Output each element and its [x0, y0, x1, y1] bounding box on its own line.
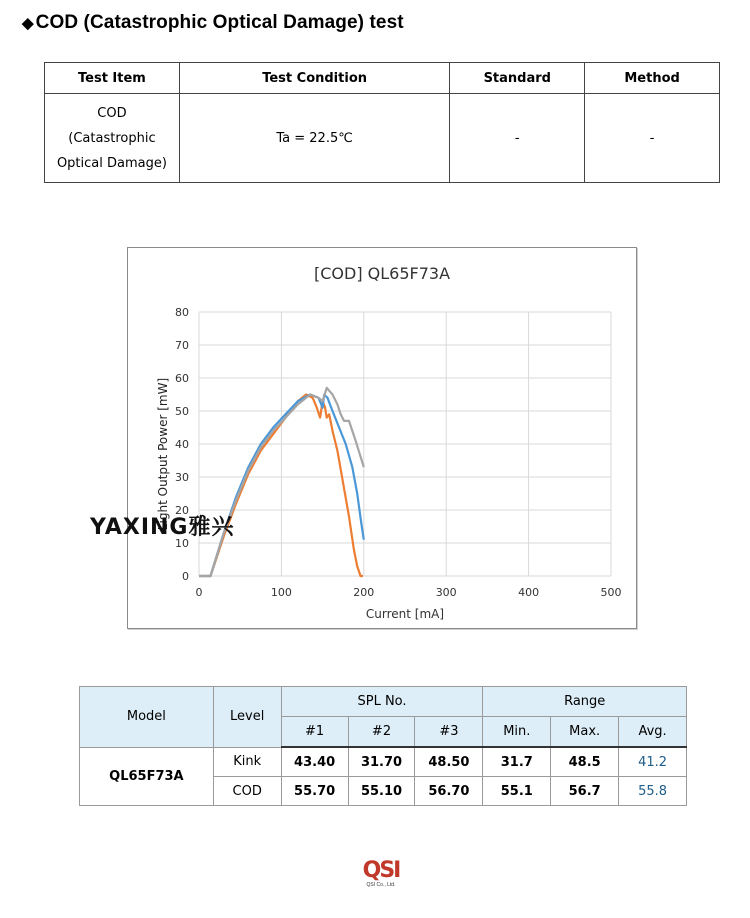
cell-avg: 41.2 — [619, 747, 687, 777]
company-logo — [361, 860, 401, 888]
cell-max: 56.7 — [551, 777, 619, 806]
test-table-row — [45, 94, 720, 183]
header-test-condition: Test Condition — [179, 63, 449, 94]
x-tick-label: 300 — [435, 586, 457, 599]
cell-level: COD — [213, 777, 281, 806]
cell-level: Kink — [213, 747, 281, 777]
test-table-header — [45, 63, 720, 94]
header-spl-1: #1 — [281, 717, 348, 748]
header-test-item: Test Item — [45, 63, 180, 94]
test-condition-table — [44, 62, 720, 183]
cod-chart — [127, 247, 637, 629]
logo-mark: QSI — [362, 858, 400, 883]
chart-svg — [128, 248, 636, 628]
header-max: Max. — [551, 717, 619, 748]
header-avg: Avg. — [619, 717, 687, 748]
x-tick-label: 500 — [600, 586, 622, 599]
header-spl-3: #3 — [415, 717, 483, 748]
test-item-line: (Catastrophic — [68, 130, 156, 146]
cell-max: 48.5 — [551, 747, 619, 777]
test-item-line: Optical Damage) — [56, 155, 167, 171]
cell-spl: 55.70 — [281, 777, 348, 806]
header-spl: SPL No. — [281, 687, 483, 717]
header-spl-2: #2 — [348, 717, 415, 748]
results-header-row — [80, 687, 687, 717]
cell-spl: 48.50 — [415, 747, 483, 777]
y-tick-label: 60 — [175, 372, 189, 385]
y-tick-label: 50 — [175, 405, 189, 418]
header-range: Range — [483, 687, 687, 717]
cell-spl: 56.70 — [415, 777, 483, 806]
chart-title: [COD] QL65F73A — [313, 264, 451, 283]
x-tick-label: 200 — [353, 586, 375, 599]
y-tick-label: 80 — [175, 306, 189, 319]
cell-spl: 31.70 — [348, 747, 415, 777]
heading-text: COD (Catastrophic Optical Damage) test — [35, 12, 404, 33]
cell-model: QL65F73A — [80, 747, 214, 806]
page-heading — [22, 12, 404, 34]
y-tick-label: 10 — [175, 537, 189, 550]
header-standard: Standard — [450, 63, 585, 94]
heading-bullet: ◆ — [22, 15, 34, 32]
y-tick-label: 30 — [175, 471, 189, 484]
x-tick-label: 100 — [270, 586, 292, 599]
cell-method: - — [585, 94, 720, 183]
y-tick-label: 0 — [182, 570, 189, 583]
y-tick-label: 40 — [175, 438, 189, 451]
test-item-line: COD — [97, 105, 127, 121]
cell-min: 55.1 — [483, 777, 551, 806]
cell-spl: 55.10 — [348, 777, 415, 806]
table-row — [80, 747, 687, 777]
x-axis-label: Current [mA] — [365, 607, 445, 621]
y-axis-label: Light Output Power [mW] — [156, 377, 170, 531]
results-table — [79, 686, 687, 806]
header-level: Level — [213, 687, 281, 748]
cell-test-item — [45, 94, 180, 183]
watermark-text: YAXING雅兴 — [90, 515, 235, 540]
logo-company: QSI Co., Ltd. — [366, 882, 396, 888]
cell-test-condition: Ta = 22.5℃ — [179, 94, 449, 183]
x-tick-label: 0 — [195, 586, 203, 599]
cell-standard: - — [450, 94, 585, 183]
header-model: Model — [80, 687, 214, 748]
cell-avg: 55.8 — [619, 777, 687, 806]
cell-min: 31.7 — [483, 747, 551, 777]
cell-spl: 43.40 — [281, 747, 348, 777]
header-method: Method — [585, 63, 720, 94]
y-tick-label: 20 — [175, 504, 189, 517]
y-tick-label: 70 — [175, 339, 189, 352]
header-min: Min. — [483, 717, 551, 748]
x-tick-label: 400 — [518, 586, 540, 599]
